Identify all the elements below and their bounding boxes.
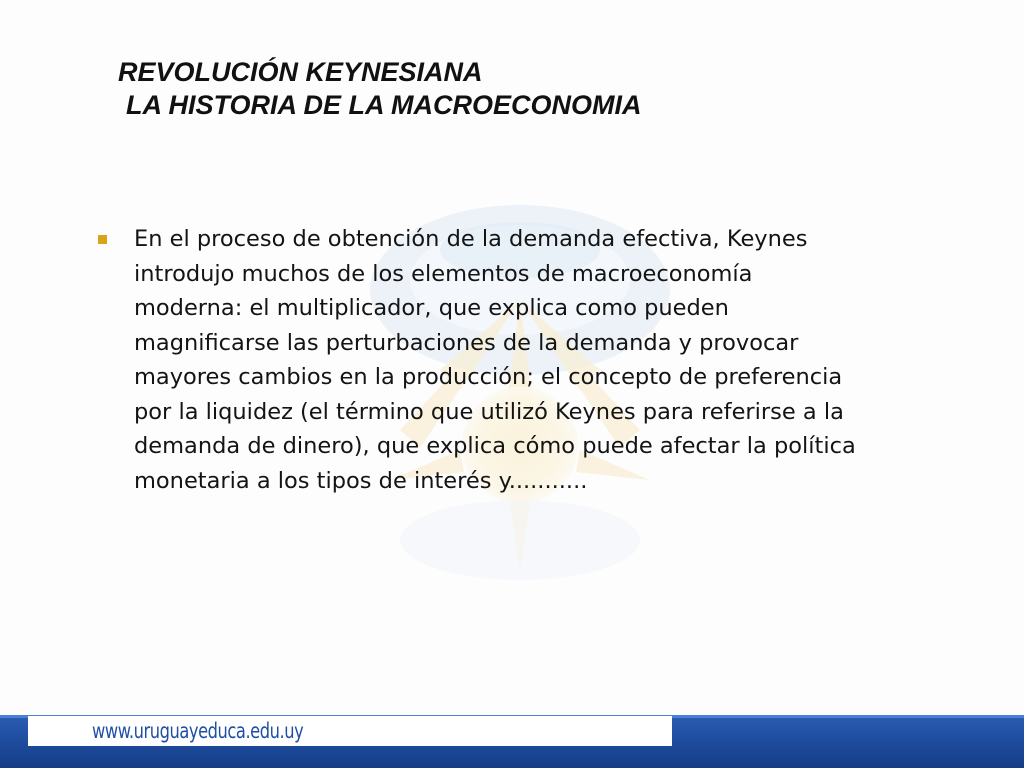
bullet-list	[96, 222, 866, 498]
title-line-2: LA HISTORIA DE LA MACROECONOMIA	[126, 90, 642, 120]
title-line-1: REVOLUCIÓN KEYNESIANA	[118, 57, 483, 87]
bullet-item	[96, 222, 866, 498]
square-bullet-icon	[98, 235, 107, 244]
footer-url-link[interactable]: www.uruguayeduca.edu.uy	[92, 719, 304, 743]
slide-title	[118, 56, 642, 122]
bullet-text: En el proceso de obtención de la demanda efectiva, Keynes introdujo muchos de los elementos de macroeconomía moderna: el multiplicador, que explica como pueden magnificarse las perturbaciones de la demanda y provocar mayores cambios en la producción; el concepto de preferencia por la liquidez (el término que utilizó Keynes para referirse a la demanda de dinero), que explica cómo puede afectar la política monetaria a los tipos de interés y...........	[134, 226, 856, 494]
